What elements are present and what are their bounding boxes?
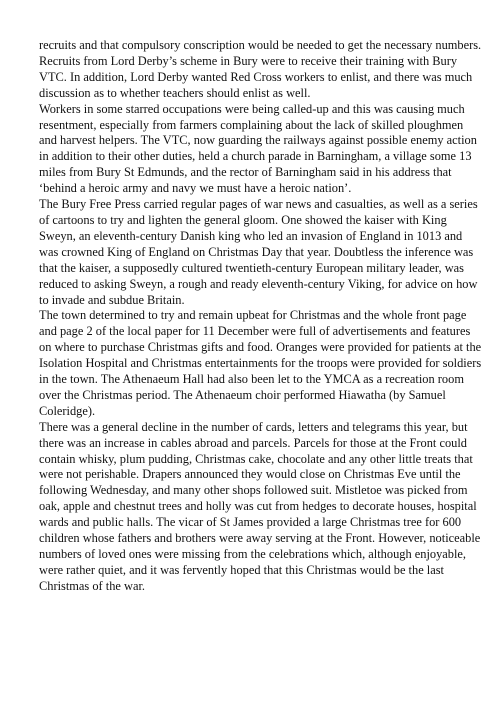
paragraph-bury-free-press: The Bury Free Press carried regular pages of war news and casualties, as well as a series of cartoons to try and lighten the general gloom. One showed the kaiser with King Sweyn, an eleventh-century Danish king who led an invasion of England in 1013 and was crowned King of England on Christmas Day that year. Doubtless the inference was that the kaiser, a supposedly cultured twentieth-century European military leader, was reduced to asking Sweyn, a rough and ready eleventh-century Viking, for advice on how to invade and subdue Britain.: [39, 197, 478, 307]
paragraph-christmas-upbeat: The town determined to try and remain upbeat for Christmas and the whole front page and page 2 of the local paper for 11 December were full of advertisements and features on where to purchase Christmas gifts and food. Oranges were provided for patients at the Isolation Hospital and Christmas entertainments for the troops were provided for soldiers in the town. The Athenaeum Hall had also been let to the YMCA as a recreation room over the Christmas period. The Athenaeum choir performed Hiawatha (by Samuel Coleridge).: [39, 308, 482, 418]
paragraph-starred-occupations: Workers in some starred occupations were being called-up and this was causing much resentment, especially from farmers complaining about the lack of skilled ploughmen and harvest helpers. The VTC, now guarding the railways against possible enemy action in addition to their other duties, held a church parade in Barningham, a village some 13 miles from Bury St Edmunds, and the rector of Barningham said in his address that ‘behind a heroic army and navy we must have a heroic nation’.: [39, 101, 477, 196]
paragraph-cards-and-parcels: There was a general decline in the number of cards, letters and telegrams this year, but there was an increase in cables abroad and parcels. Parcels for those at the Front could contain whisky, plum pudding, Christmas cake, chocolate and any other little treats that were not perishable. Drapers announced they would close on Christmas Eve until the following Wednesday, and many other shops followed suit. Mistletoe was picked from oak, apple and chestnut trees and holly was cut from hedges to decorate houses, hospital wards and public halls. The vicar of St James provided a large Christmas tree for 600 children whose fathers and brothers were away serving at the Front. However, noticeable numbers of loved ones were missing from the celebrations which, although enjoyable, were rather quiet, and it was fervently hoped that this Christmas would be the last Christmas of the war.: [39, 419, 481, 593]
paragraph-conscription: recruits and that compulsory conscription would be needed to get the necessary numbers. Recruits from Lord Derby’s scheme in Bury were to receive their training with Bury VTC. In addition, Lord Derby wanted Red Cross workers to enlist, and there was much discussion as to whether teachers should enlist as well.: [39, 38, 482, 100]
document-page: [39, 38, 484, 595]
